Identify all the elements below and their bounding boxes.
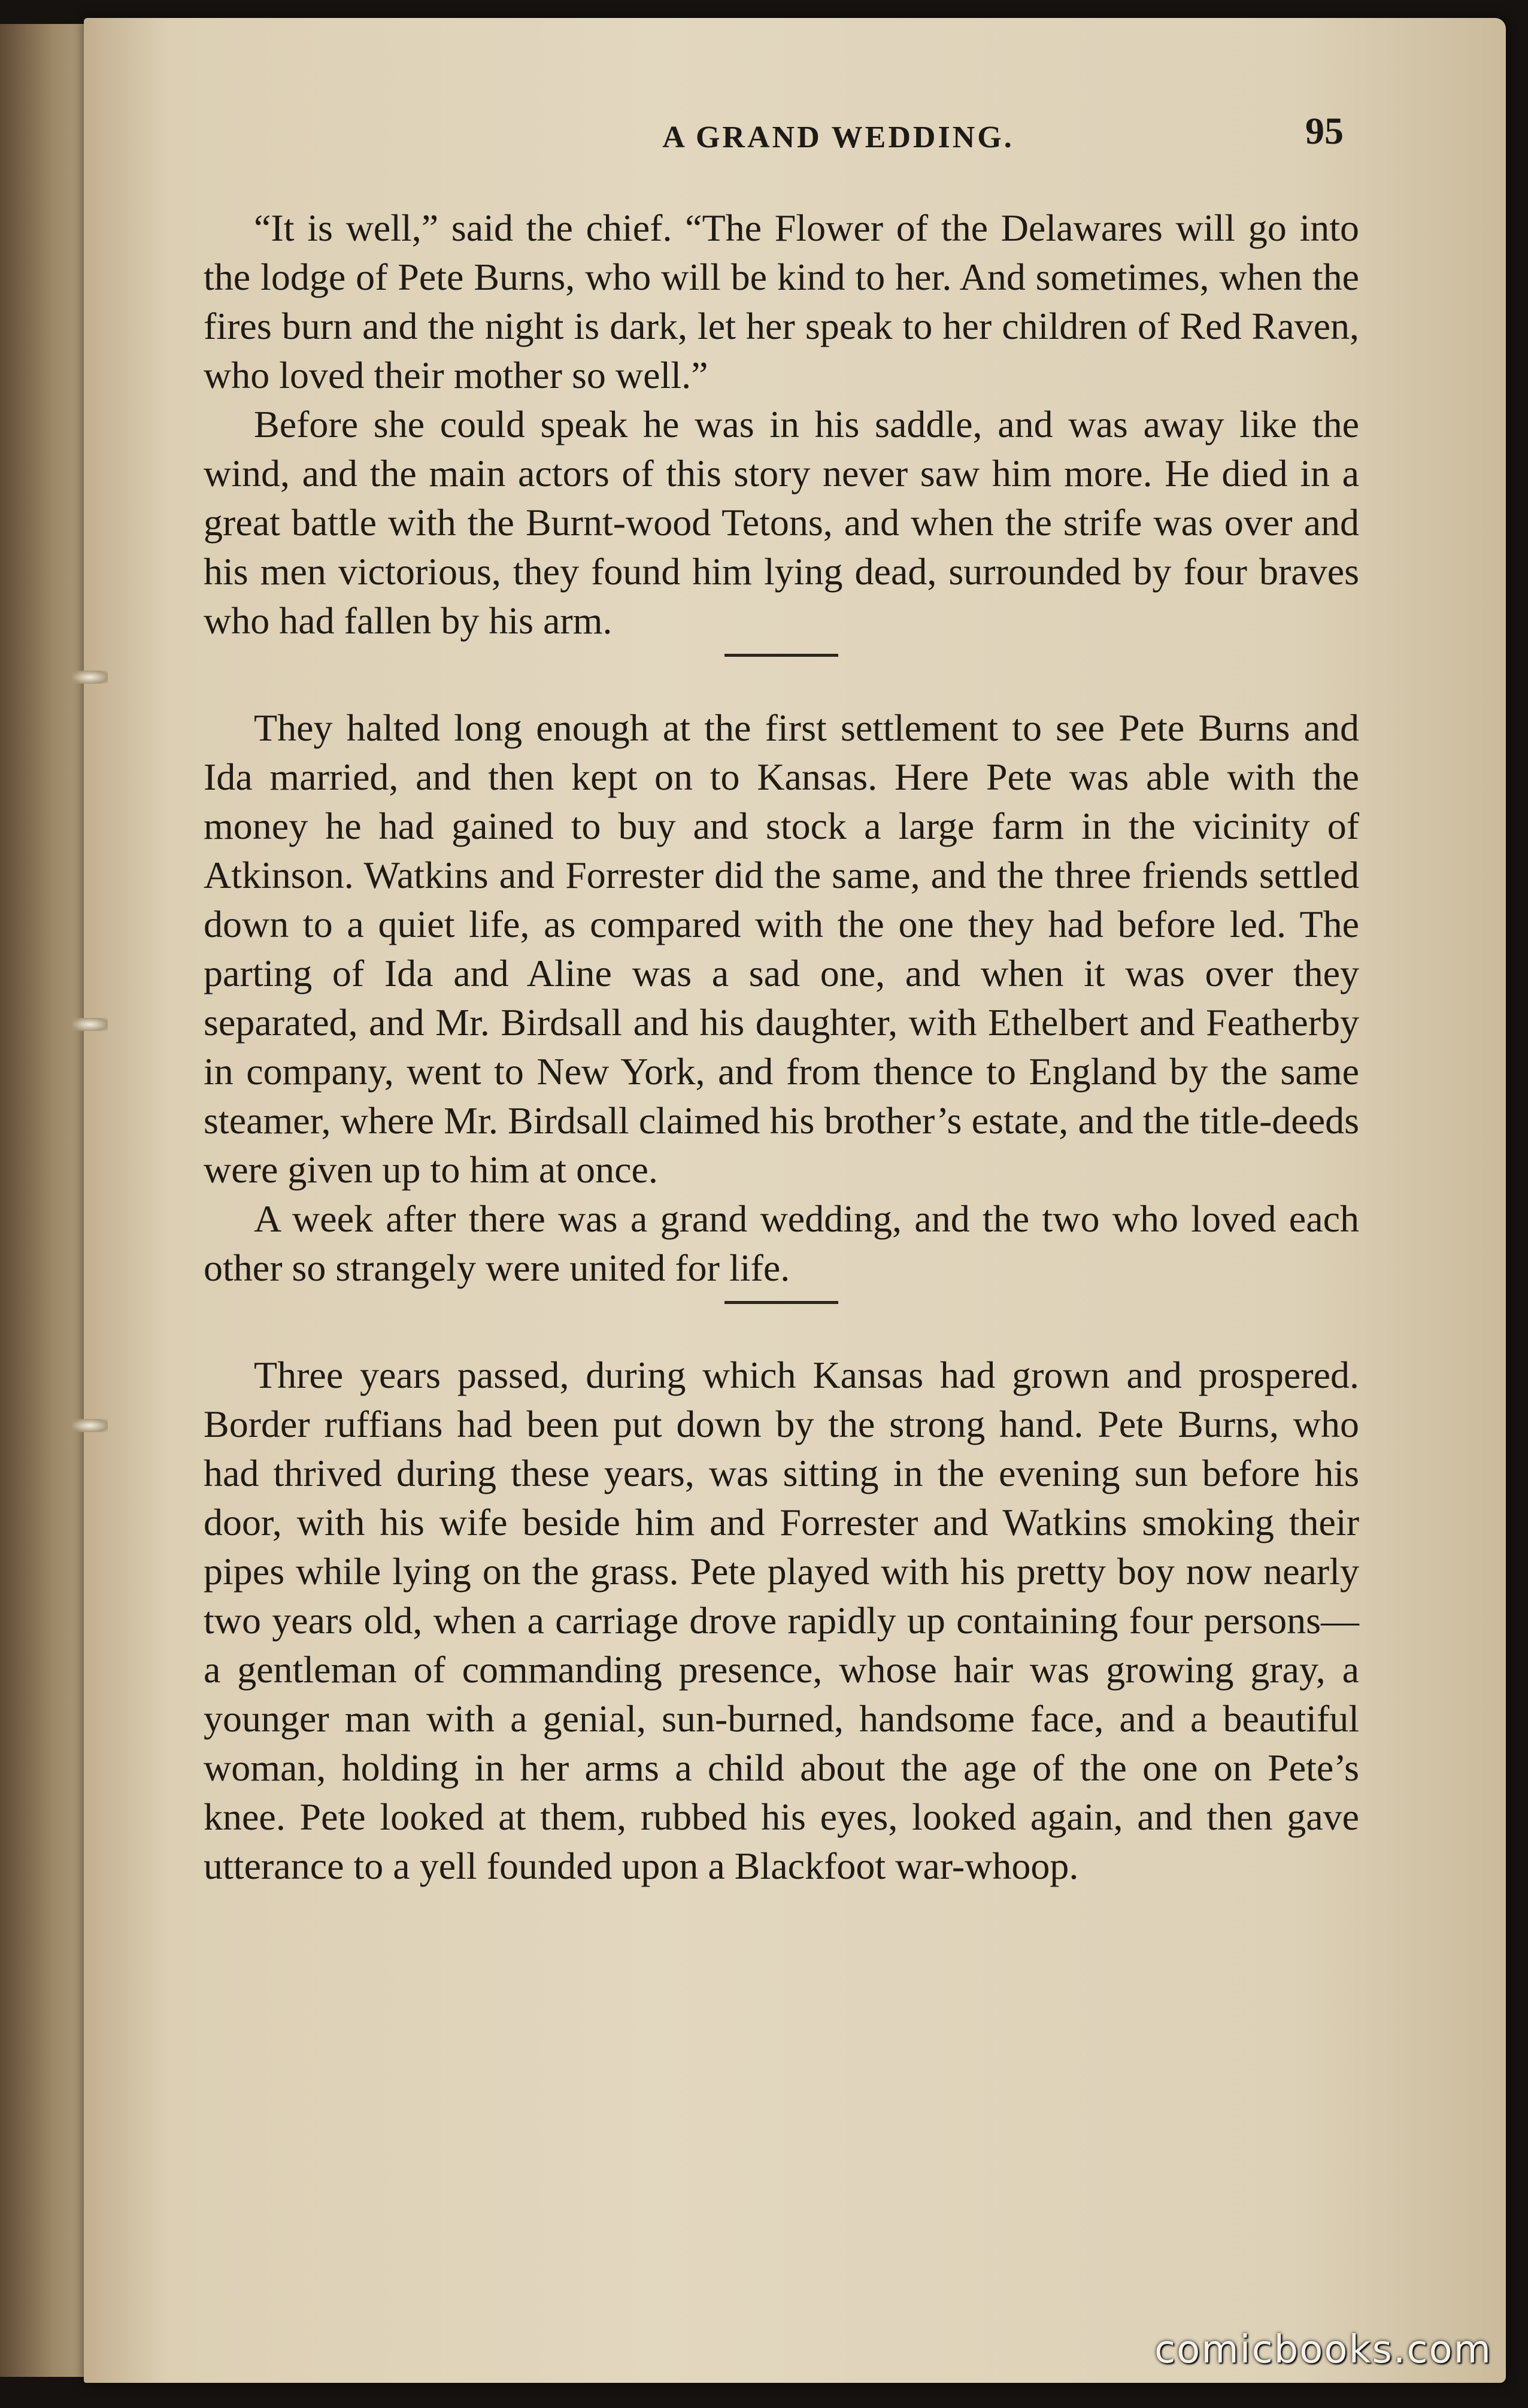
section-divider (724, 1301, 838, 1304)
page-number: 95 (1305, 110, 1344, 152)
page-body (204, 204, 1359, 1891)
paragraph: They halted long enough at the first settlement to see Pete Burns and Ida married, and then kept on to Kansas. Here Pete was able with the money he had gained to buy and stock a large farm in the vicinity of Atkinson. Watkins and Forrester did the same, and the three friends settled down to a quiet life, as compared with the one they had before led. The parting of Ida and Aline was a sad one, and when it was over they separated, and Mr. Birdsall and his daughter, with Ethelbert and Featherby in company, went to New York, and from thence to England by the same steamer, where Mr. Birdsall claimed his brother’s estate, and the title-deeds were given up to him at once. (204, 706, 1359, 1191)
paragraph: “It is well,” said the chief. “The Flower of the Delawares will go into the lodge of Pete Burns, who will be kind to her. And sometimes, when the fires burn and the night is dark, let her speak to her children of Red Raven, who loved their mother so well.” (204, 207, 1359, 396)
paragraph: A week after there was a grand wedding, and the two who loved each other so strangely were united for life. (204, 1197, 1359, 1289)
paragraph: Before she could speak he was in his saddle, and was away like the wind, and the main actors of this story never saw him more. He died in a great battle with the Burnt-wood Tetons, and when the strife was over and his men victorious, they found him lying dead, surrounded by four braves who had fallen by his arm. (204, 403, 1359, 642)
binding-stitch (72, 1018, 108, 1031)
running-title: A GRAND WEDDING. (662, 120, 1014, 154)
section-divider (724, 654, 838, 657)
binding-stitch (72, 671, 108, 684)
binding-stitch (72, 1419, 108, 1432)
watermark: comicbooks.com (1154, 2328, 1492, 2372)
paragraph: Three years passed, during which Kansas had grown and prospered. Border ruffians had been put down by the strong hand. Pete Burns, who had thrived during these years, was sitting in the evening sun before his door, with his wife beside him and Forrester and Watkins smoking their pipes while lying on the grass. Pete played with his pretty boy now nearly two years old, when a carriage drove rapidly up containing four persons—a gentleman of commanding presence, whose hair was growing gray, a younger man with a genial, sun-burned, handsome face, and a beautiful woman, holding in her arms a child about the age of the one on Pete’s knee. Pete looked at them, rubbed his eyes, looked again, and then gave utterance to a yell founded upon a Blackfoot war-whoop. (204, 1354, 1359, 1887)
